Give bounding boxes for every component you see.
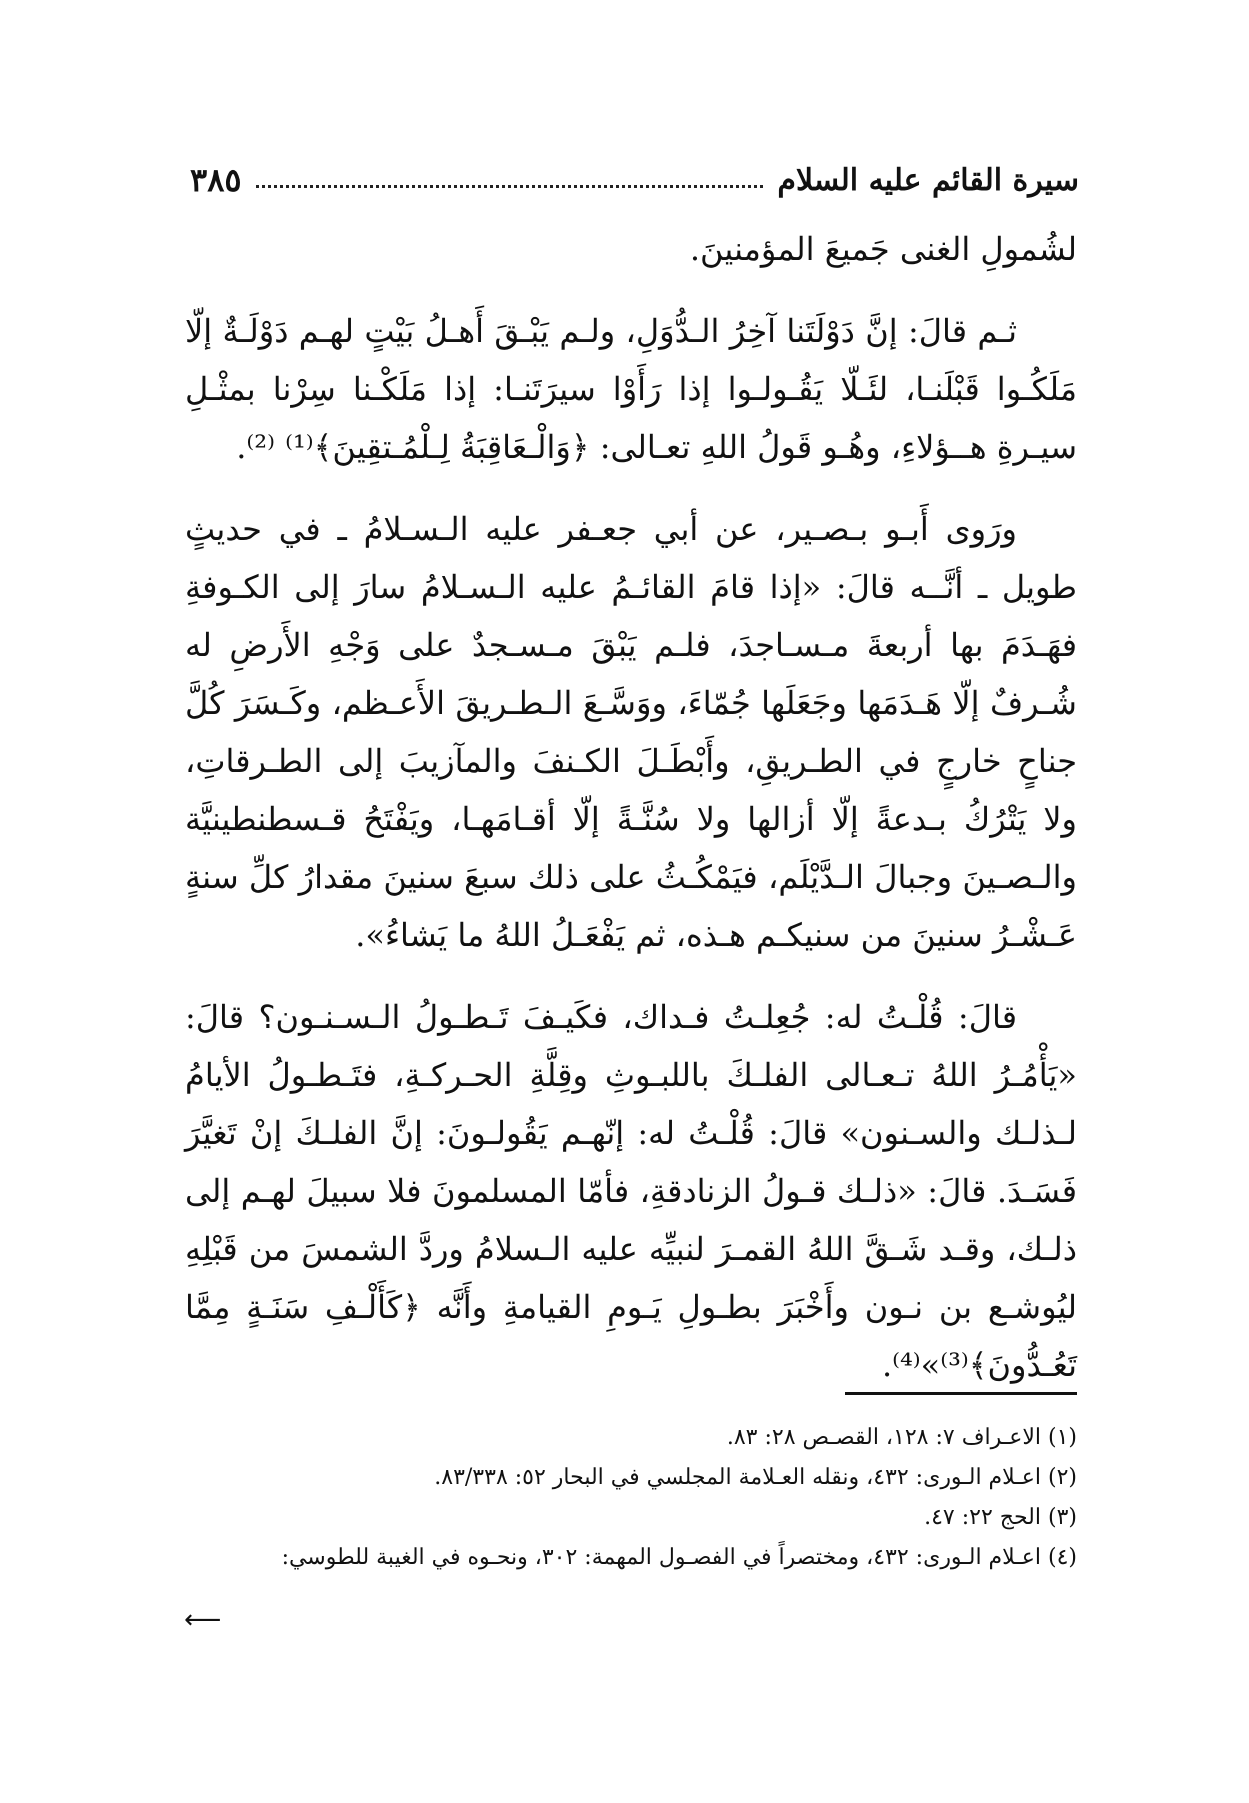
page-number: ٣٨٥	[190, 161, 242, 199]
footnote-2: (٢) اعـلام الـورى: ٤٣٢، ونقله العـلامة المجلسي في البحار ٥٢: ٨٣/٣٣٨.	[434, 1465, 1077, 1490]
main-text	[185, 220, 1077, 1394]
page-header	[190, 160, 1079, 200]
paragraph-3: ورَوى أَبـو بـصـير، عن أبي جعـفر عليه الـسـلامُ ـ في حديثٍ طويل ـ أنَّــه قالَ: «إذا قامَ القائـمُ عليه الـسـلامُ سارَ إلى الكـوفةِ فهَـدَمَ بها أربعةَ مـسـاجدَ، فلـم يَبْقَ مـسـجدٌ على وَجْهِ الأَرضِ له شُـرفٌ إلّا هَـدَمَها وجَعَلَها جُمّاءَ، ووَسَّـعَ الـطـريقَ الأَعـظم، وكَـسَرَ كُلَّ جناحٍ خارجٍ في الطـريقِ، وأَبْطَـلَ الكـنفَ والمآزيبَ إلى الطـرقاتِ، ولا يَتْرُكُ بـدعةً إلّا أزالها ولا سُنَّـةً إلّا أقـامَهـا، ويَفْتَحُ قـسطنطينيَّة والـصـينَ وجبالَ الـدَّيْلَم، فيَمْكُـثُ على ذلك سبعَ سنينَ مقدارُ كلِّ سنةٍ عَـشْـرُ سنينَ من سنيكـم هـذه، ثم يَفْعَـلُ اللهُ ما يَشاءُ».	[185, 510, 1077, 954]
footnote-1: (١) الاعـراف ٧: ١٢٨، القصـص ٢٨: ٨٣.	[726, 1425, 1077, 1450]
running-title: سيرة القائم عليه السلام	[777, 162, 1079, 198]
footnote-divider	[845, 1392, 1077, 1395]
footnote-4: (٤) اعـلام الـورى: ٤٣٢، ومختصراً في الفصـول المهمة: ٣٠٢، ونحـوه في الغيبة للطوسي:	[281, 1545, 1077, 1570]
paragraph-4: قالَ: قُلْـتُ له: جُعِلـتُ فـداك، فكَيـفَ تَـطـولُ الـسـنـون؟ قالَ: «يَأْمُـرُ اللهُ تـعـالى الفلـكَ باللبـوثِ وقِلَّةِ الحـركـةِ، فتَـطـولُ الأيامُ لـذلـك والسـنون» قالَ: قُلْـتُ له: إنّهـم يَقُولـونَ: إنَّ الفلـكَ إنْ تَغيَّرَ فَسَـدَ. قالَ: «ذلـك قـولُ الزنادقةِ، فأمّا المسلمونَ فلا سبيلَ لهـم إلى ذلـك، وقـد شَـقَّ اللهُ القمـرَ لنبيِّه عليه الـسلامُ وردَّ الشمسَ من قَبْلِهِ ليُوشـع بن نـون وأَخْبَرَ بطـولِ يَـومِ القيامةِ وأَنَّه ﴿كَأَلْـفِ سَنَـةٍ مِمَّا تَعُـدُّونَ﴾⁽³⁾»⁽⁴⁾.	[185, 998, 1078, 1384]
footnotes	[185, 1418, 1077, 1578]
paragraph-2: ثـم قالَ: إنَّ دَوْلَتَنا آخِرُ الـدُّوَلِ، ولـم يَبْـقَ أَهـلُ بَيْتٍ لهـم دَوْلَـةٌ إلّا مَلَكُـوا قَبْلَنـا، لئَـلّا يَقُـولـوا إذا رَأَوْا سيرَتَنـا: إذا مَلَكْـنا سِرْنا بمثْـلِ سيـرةِ هــؤلاءِ، وهُـو قَولُ اللهِ تعـالى: ﴿وَالْـعَاقِبَةُ لِـلْمُـتقِينَ﴾⁽¹⁾ ⁽²⁾.	[185, 312, 1077, 466]
continue-arrow-icon: ⟵	[184, 1605, 222, 1635]
footnote-3: (٣) الحج ٢٢: ٤٧.	[924, 1505, 1077, 1530]
leader-dots	[256, 185, 764, 188]
paragraph-1: لشُمولِ الغنى جَميعَ المؤمنينَ.	[689, 230, 1077, 268]
